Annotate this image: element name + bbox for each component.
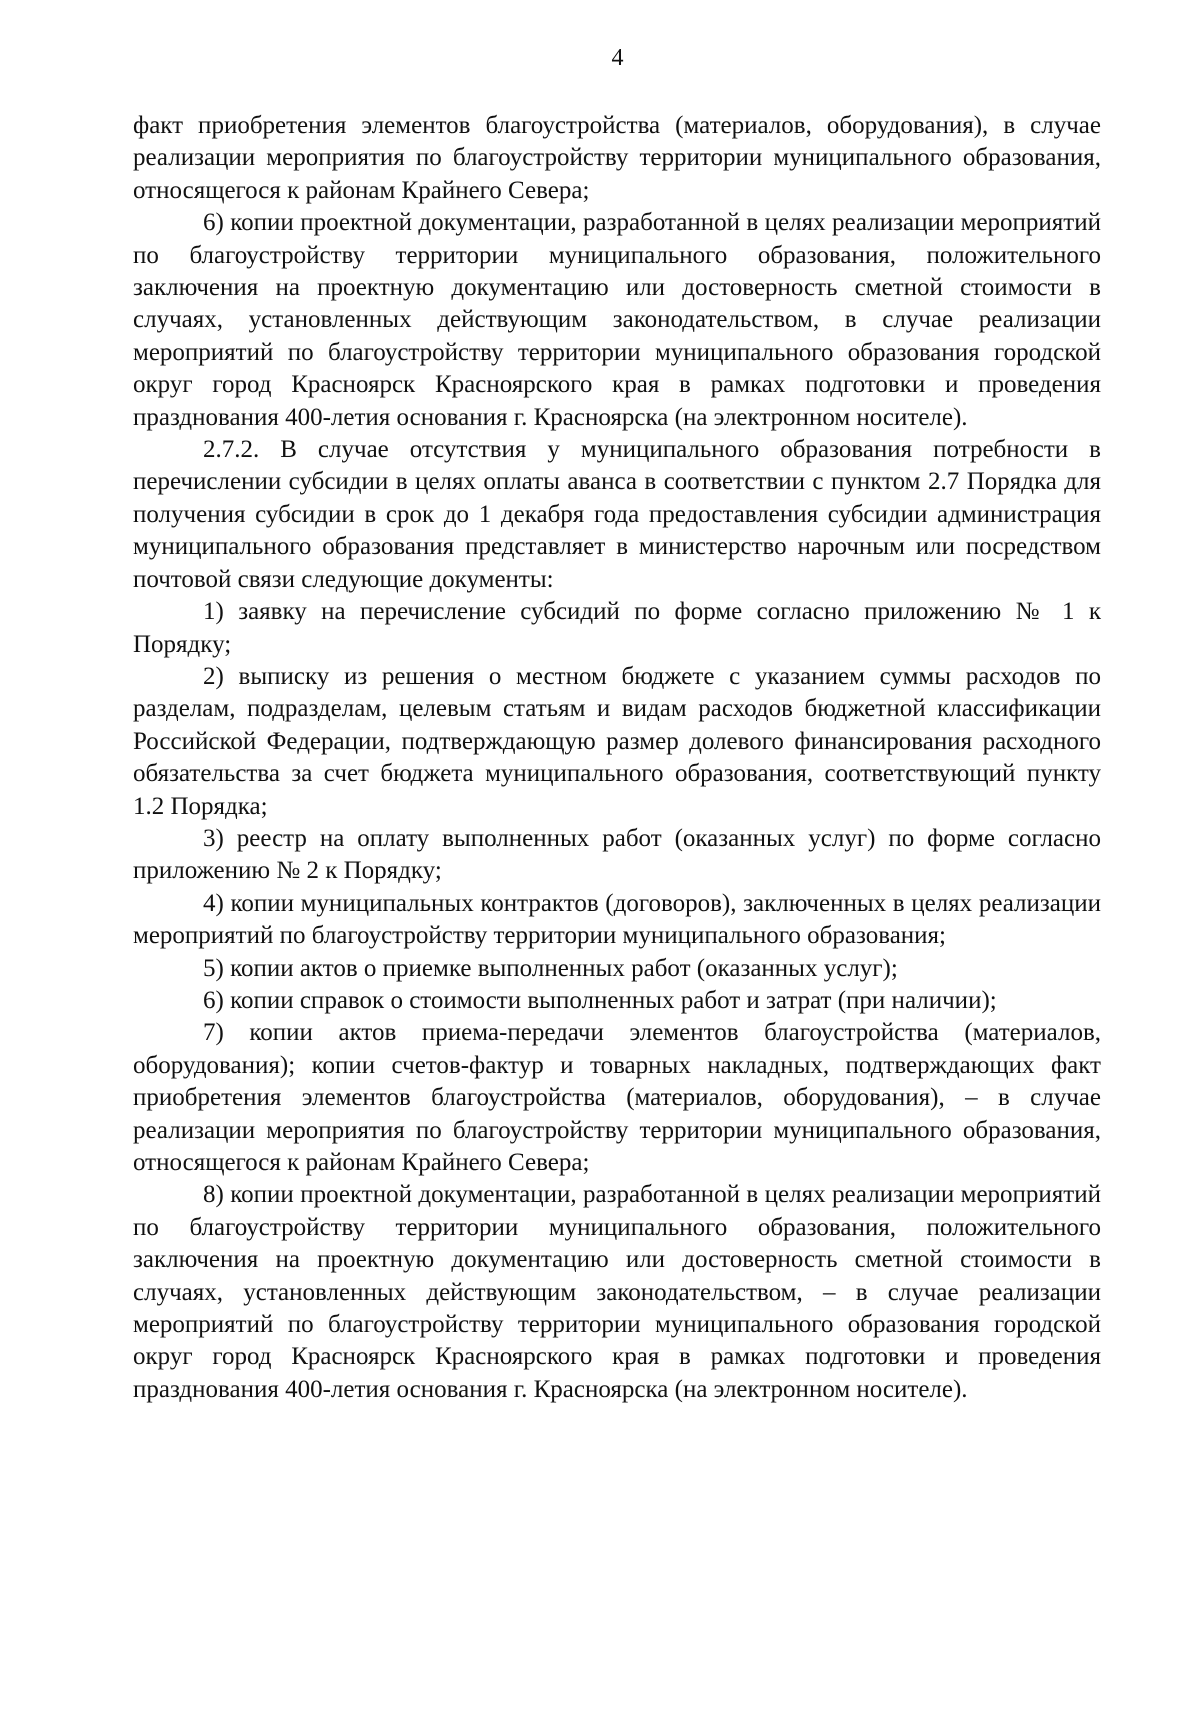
list-item-4-contracts: 4) копии муниципальных контрактов (договоров), заключенных в целях реализации мероприятий по благоустройству территории муниципального образования;	[133, 889, 1101, 950]
list-item-7-transfer-acts: 7) копии актов приема-передачи элементов благоустройства (материалов, оборудования); копии счетов-фактур и товарных накладных, подтверждающих факт приобретения элементов благоустройства (материалов, оборудования), – в случае реализации мероприятия по благоустройству территории муниципального образования, относящегося к районам Крайнего Севера;	[133, 1019, 1101, 1176]
paragraph-2-7-2: 2.7.2. В случае отсутствия у муниципального образования потребности в перечислении субсидии в целях оплаты аванса в соответствии с пунктом 2.7 Порядка для получения субсидии в срок до 1 декабря года предоставления субсидии администрация муниципального образования представляет в министерство нарочным или посредством почтовой связи следующие документы:	[133, 436, 1101, 593]
page-number: 4	[611, 45, 624, 71]
list-item-1-application: 1) заявку на перечисление субсидий по форме согласно приложению № 1 к Порядку;	[133, 598, 1101, 658]
list-item-8-project-docs: 8) копии проектной документации, разработанной в целях реализации мероприятий по благоустройству территории муниципального образования, положительного заключения на проектную документацию или достоверность сметной стоимости в случаях, установленных действующим законодательством, – в случае реализации мероприятий по благоустройству территории муниципального образования городской округ город Красноярск Красноярского края в рамках подготовки и проведения празднования 400-летия основания г. Красноярска (на электронном носителе).	[133, 1181, 1101, 1403]
document-body	[133, 110, 1101, 1406]
list-item-2-budget-extract: 2) выписку из решения о местном бюджете с указанием суммы расходов по разделам, подразделам, целевым статьям и видам расходов бюджетной классификации Российской Федерации, подтверждающую размер долевого финансирования расходного обязательства за счет бюджета муниципального образования, соответствующий пункту 1.2 Порядка;	[133, 662, 1101, 820]
paragraph-item-6-project-docs: 6) копии проектной документации, разработанной в целях реализации мероприятий по благоустройству территории муниципального образования, положительного заключения на проектную документацию или достоверность сметной стоимости в случаях, установленных действующим законодательством, в случае реализации мероприятий по благоустройству территории муниципального образования городской округ город Красноярск Красноярского края в рамках подготовки и проведения празднования 400-летия основания г. Красноярска (на электронном носителе).	[133, 209, 1101, 431]
list-item-5-acceptance-acts: 5) копии актов о приемке выполненных работ (оказанных услуг);	[203, 954, 898, 982]
list-item-6-cost-certificates: 6) копии справок о стоимости выполненных работ и затрат (при наличии);	[203, 986, 997, 1014]
paragraph-continuation: факт приобретения элементов благоустройства (материалов, оборудования), в случае реализации мероприятия по благоустройству территории муниципального образования, относящегося к районам Крайнего Севера;	[133, 112, 1101, 204]
list-item-3-registry: 3) реестр на оплату выполненных работ (оказанных услуг) по форме согласно приложению № 2 к Порядку;	[133, 824, 1101, 885]
